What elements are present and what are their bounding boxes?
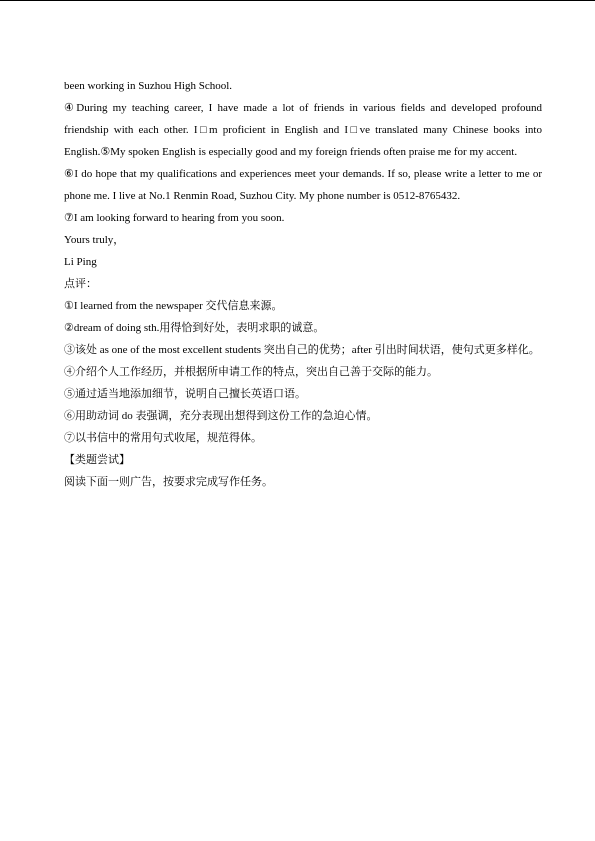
letter-paragraph-7: ⑦I am looking forward to hearing from you soon. [64, 212, 285, 224]
letter-signature: Li Ping [64, 256, 97, 268]
practice-heading: 【类题尝试】 [64, 454, 130, 466]
letter-paragraph-6: ⑥I do hope that my qualifications and experiences meet your demands. If so, please write a letter to me or phone me. I live at No.1 Renmin Road, Suzhou City. My phone number is 0512-8765432. [64, 168, 542, 202]
commentary-item-7: ⑦以书信中的常用句式收尾，规范得体。 [64, 432, 262, 444]
letter-paragraph-continued: been working in Suzhou High School. [64, 80, 233, 92]
letter-closing: Yours truly， [64, 234, 125, 246]
commentary-item-5: ⑤通过适当地添加细节，说明自己擅长英语口语。 [64, 388, 306, 400]
commentary-item-3: ③该处 as one of the most excellent students 突出自己的优势；after 引出时间状语，使句式更多样化。 [64, 344, 540, 356]
document-body [64, 75, 542, 493]
practice-instruction: 阅读下面一则广告，按要求完成写作任务。 [64, 476, 273, 488]
commentary-item-6: ⑥用助动词 do 表强调，充分表现出想得到这份工作的急迫心情。 [64, 410, 378, 422]
commentary-item-1: ①I learned from the newspaper 交代信息来源。 [64, 300, 283, 312]
page-top-rule [0, 0, 595, 1]
letter-paragraph-4: ④During my teaching career, I have made a lot of friends in various fields and developed profound friendship with each other. I□m proficient in English and I□ve translated many Chinese books into English.⑤My spoken English is especially good and my foreign friends often praise me for my accent. [64, 102, 542, 158]
commentary-item-2: ②dream of doing sth.用得恰到好处，表明求职的诚意。 [64, 322, 325, 334]
commentary-heading: 点评： [64, 278, 97, 290]
commentary-item-4: ④介绍个人工作经历，并根据所申请工作的特点，突出自己善于交际的能力。 [64, 366, 438, 378]
